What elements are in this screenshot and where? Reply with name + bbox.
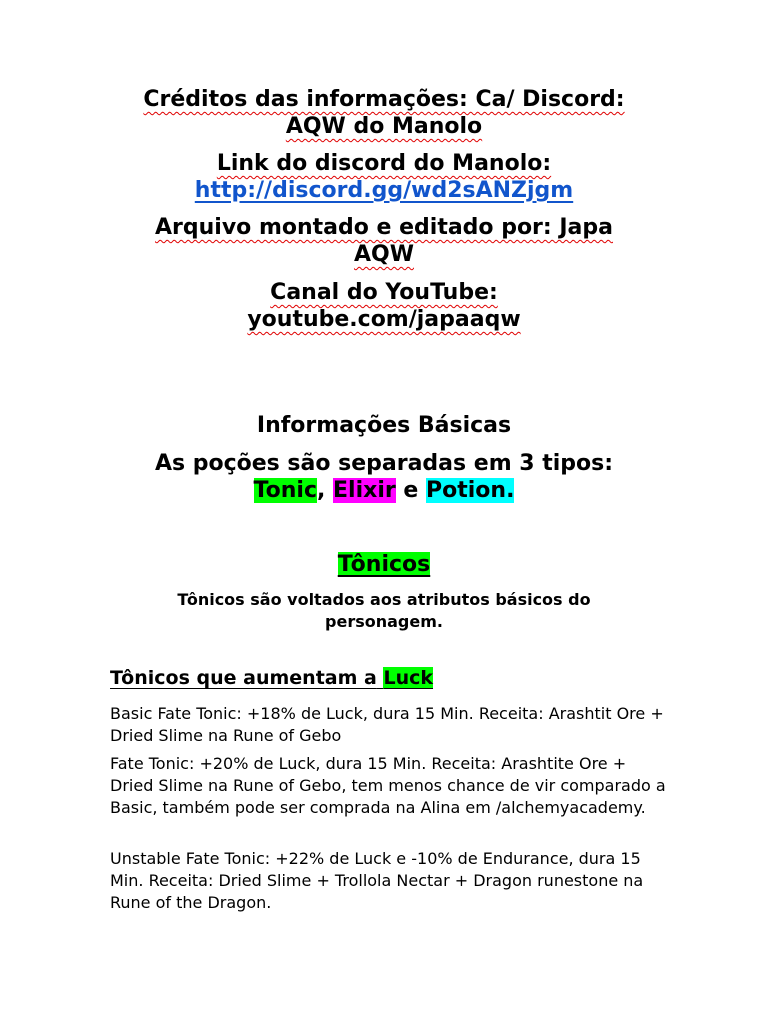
discord-label: Link do discord do Manolo:: [216, 151, 552, 176]
author-block: [0, 214, 768, 268]
credits-block: [0, 86, 768, 140]
type-potion: Potion.: [426, 478, 515, 503]
tonic-entry-unstable-fate: Unstable Fate Tonic: +22% de Luck e -10% de Endurance, dura 15 Min. Receita: Dried Slime + Trollola Nectar + Dragon runestone na Rune of the Dragon.: [110, 849, 644, 912]
potion-types-list: [0, 477, 768, 504]
youtube-block: [0, 279, 768, 333]
tonics-desc-line-1: Tônicos são voltados aos atributos básicos do: [177, 590, 591, 609]
luck-tonics-heading: [110, 667, 433, 689]
potion-types-line: As poções são separadas em 3 tipos:: [154, 451, 614, 476]
tonics-heading: Tônicos: [337, 552, 431, 577]
luck-heading-prefix: Tônicos que aumentam a: [110, 667, 377, 689]
tonics-desc-line-2: personagem.: [325, 612, 443, 631]
type-tonic: Tonic: [253, 478, 317, 503]
youtube-url: youtube.com/japaaqw: [247, 307, 521, 332]
author-line-2: AQW: [354, 242, 414, 267]
discord-block: [0, 150, 768, 204]
tonics-heading-wrap: [0, 551, 768, 578]
youtube-label: Canal do YouTube:: [270, 280, 498, 305]
basic-info-title: Informações Básicas: [256, 413, 512, 438]
tonic-entry-fate: Fate Tonic: +20% de Luck, dura 15 Min. Receita: Arashtite Ore + Dried Slime na Rune of Gebo, tem menos chance de vir comparado a Basic, também pode ser comprada na Alina em /alchemyacademy.: [110, 754, 666, 817]
discord-link[interactable]: http://discord.gg/wd2sANZjgm: [194, 178, 574, 203]
luck-heading-highlight: Luck: [383, 667, 434, 689]
type-and: e: [403, 478, 419, 503]
author-line-1: Arquivo montado e editado por: Japa: [155, 215, 613, 240]
tonic-entry-basic-fate: Basic Fate Tonic: +18% de Luck, dura 15 Min. Receita: Arashtit Ore + Dried Slime na Rune of Gebo: [110, 704, 664, 745]
potion-types-block: [0, 450, 768, 504]
credits-line-1: Créditos das informações: Ca/ Discord:: [143, 87, 625, 112]
tonics-description: [0, 589, 768, 633]
credits-line-2: AQW do Manolo: [285, 114, 483, 139]
type-comma: ,: [317, 478, 326, 503]
type-elixir: Elixir: [333, 478, 396, 503]
